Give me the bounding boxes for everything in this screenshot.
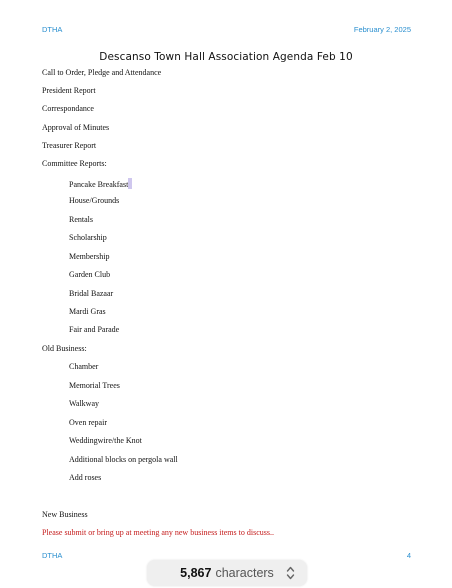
header-left: DTHA [42, 25, 63, 34]
up-down-chevron-icon[interactable] [286, 565, 295, 581]
header-date: February 2, 2025 [353, 25, 411, 34]
agenda-treasurer-report[interactable]: Treasurer Report [42, 141, 97, 150]
document-title[interactable]: Descanso Town Hall Association Agenda Feb 10 [99, 51, 353, 63]
agenda-new-business[interactable]: New Business [42, 510, 88, 519]
character-count-button[interactable] [147, 560, 307, 586]
old-business-item[interactable]: Additional blocks on pergola wall [69, 455, 178, 464]
agenda-committee-reports[interactable]: Committee Reports: [42, 159, 107, 168]
text-cursor-selection [128, 178, 132, 189]
agenda-approval-minutes[interactable]: Approval of Minutes [42, 123, 110, 132]
character-count-unit: characters [215, 566, 274, 580]
agenda-old-business[interactable]: Old Business: [42, 344, 87, 353]
old-business-item[interactable]: Walkway [69, 399, 100, 408]
old-business-item[interactable]: Weddingwire/the Knot [69, 436, 142, 445]
agenda-president-report[interactable]: President Report [42, 86, 96, 95]
new-business-note[interactable]: Please submit or bring up at meeting any new business items to discuss.. [42, 528, 274, 537]
old-business-item[interactable]: Oven repair [69, 418, 107, 427]
old-business-item[interactable]: Memorial Trees [69, 381, 120, 390]
agenda-correspondence[interactable]: Correspondance [42, 104, 94, 113]
committee-item[interactable]: House/Grounds [69, 196, 120, 205]
committee-item-label: Pancake Breakfast [69, 180, 129, 189]
agenda-call-to-order[interactable]: Call to Order, Pledge and Attendance [42, 68, 162, 77]
character-count-value: 5,867 [180, 566, 212, 580]
footer-page-number: 4 [406, 551, 411, 560]
footer-left: DTHA [42, 551, 63, 560]
committee-item[interactable]: Garden Club [69, 270, 111, 279]
committee-item[interactable]: Bridal Bazaar [69, 289, 114, 298]
committee-item[interactable]: Mardi Gras [69, 307, 106, 316]
committee-item[interactable] [69, 178, 132, 190]
committee-item[interactable]: Scholarship [69, 233, 107, 242]
old-business-item[interactable]: Chamber [69, 362, 99, 371]
committee-item[interactable]: Membership [69, 252, 110, 261]
committee-item[interactable]: Fair and Parade [69, 325, 120, 334]
old-business-item[interactable]: Add roses [69, 473, 102, 482]
committee-item[interactable]: Rentals [69, 215, 93, 224]
